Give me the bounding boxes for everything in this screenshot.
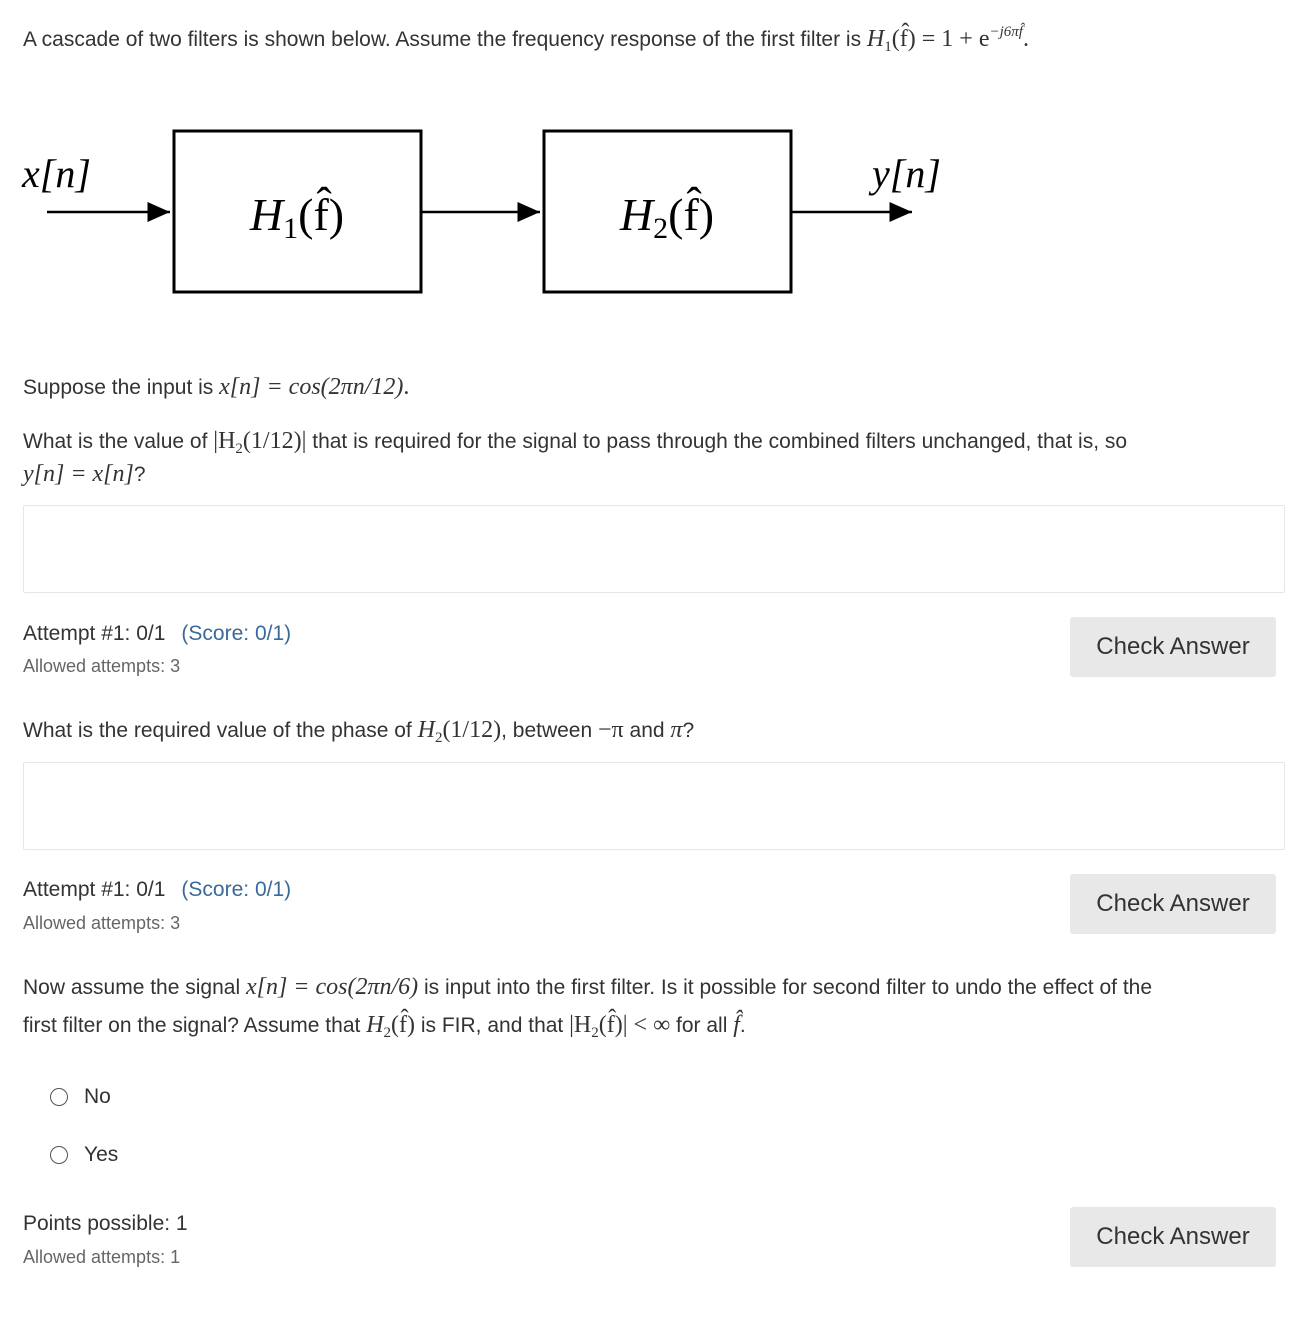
q2-score: (Score: 0/1) <box>181 878 292 901</box>
q3-option-no[interactable]: No <box>50 1085 111 1109</box>
q1-answer-input[interactable] <box>23 505 1285 593</box>
intro-text: A cascade of two filters is shown below. Assume the frequency response of the first filter is $H_1(f̂) = 1 + e^{-j6\pi f̂}$. <box>23 24 1029 55</box>
q1-score: (Score: 0/1) <box>181 622 292 645</box>
q2-answer-input[interactable] <box>23 762 1285 850</box>
q3-points-possible: Points possible: 1 <box>23 1212 188 1235</box>
q1-question-line2: y[n] = x[n]? <box>23 461 146 487</box>
q2-attempt-status: Attempt #1: 0/1 (Score: 0/1) <box>23 878 292 901</box>
q3-question-line2: first filter on the signal? Assume that $H_2(f̂)$ is FIR, and that $|H_2(f̂)|$ < ∞ for all f̂. <box>23 1012 746 1041</box>
radio-button-icon[interactable] <box>50 1146 68 1164</box>
q2-check-answer-button[interactable]: Check Answer <box>1070 874 1276 934</box>
q2-question: What is the required value of the phase of $H_2(1/12)$, between −π and π? <box>23 717 695 746</box>
input-label: x[n] <box>22 151 91 196</box>
radio-button-icon[interactable] <box>50 1088 68 1106</box>
block-h1-label: H1(f̂) <box>249 189 345 245</box>
q3-question-line1: Now assume the signal x[n] = cos(2πn/6) is input into the first filter. Is it possible for second filter to undo the effect of the <box>23 974 1153 1000</box>
q3-check-answer-button[interactable]: Check Answer <box>1070 1207 1276 1267</box>
q3-option-yes[interactable]: Yes <box>50 1143 118 1167</box>
q1-suppose: Suppose the input is x[n] = cos(2πn/12). <box>23 374 410 400</box>
q1-allowed-attempts: Allowed attempts: 3 <box>23 656 181 676</box>
q1-check-answer-button[interactable]: Check Answer <box>1070 617 1276 677</box>
q2-allowed-attempts: Allowed attempts: 3 <box>23 913 181 933</box>
filter-cascade-diagram <box>0 110 1000 310</box>
output-label: y[n] <box>872 151 941 196</box>
q1-question: What is the value of $|H_2(1/12)|$ that is required for the signal to pass through the combined filters unchanged, that is, so <box>23 428 1128 457</box>
q3-allowed-attempts: Allowed attempts: 1 <box>23 1247 181 1267</box>
block-h2-label: H2(f̂) <box>619 189 715 245</box>
q1-attempt-status: Attempt #1: 0/1 (Score: 0/1) <box>23 622 292 645</box>
